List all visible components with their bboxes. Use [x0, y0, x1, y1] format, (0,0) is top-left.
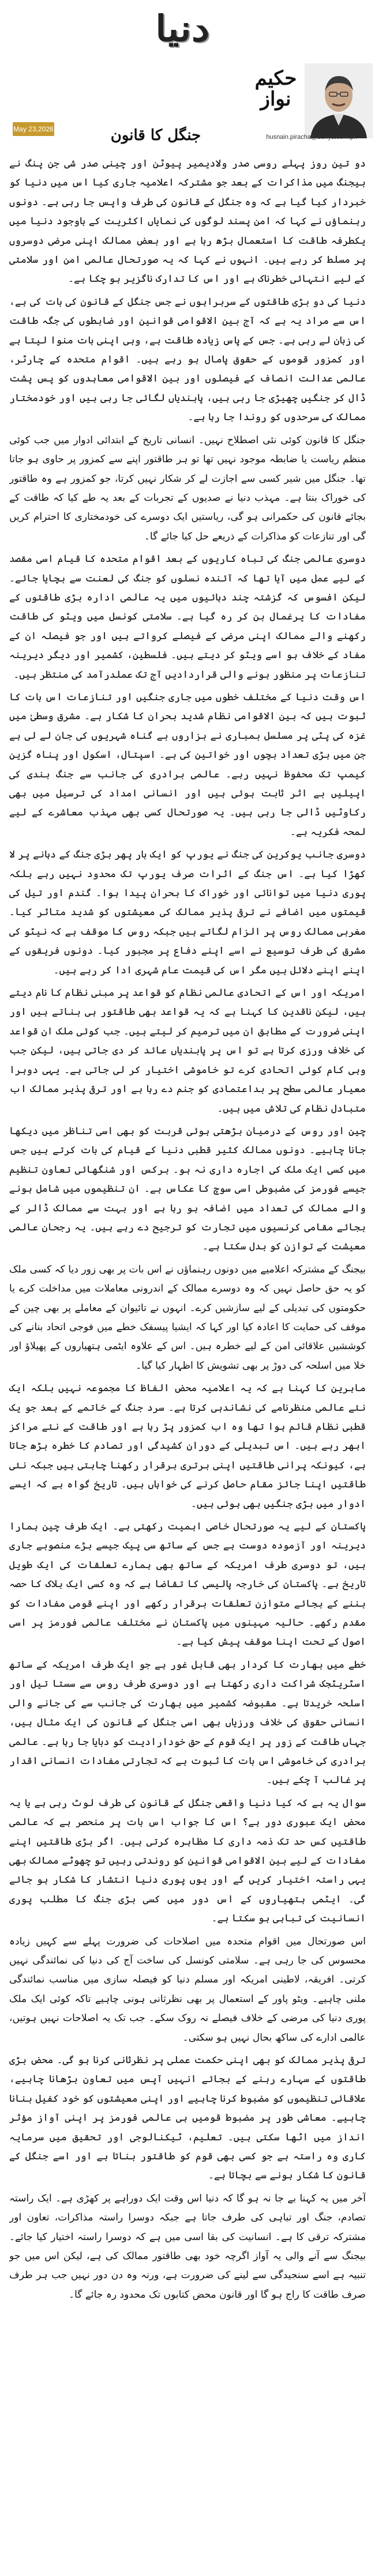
paragraph: امریکہ اور اس کے اتحادی عالمی نظام کو قواعد پر مبنی نظام کا نام دیتے ہیں، لیکن ناقدین کا کہنا ہے کہ یہ قواعد بھی طاقتور ہی بناتے ہیں اور اپنی ضرورت کے مطابق ان میں ترمیم کر لیتے ہیں۔ جب کوئی ملک ان قواعد کی خلاف ورزی کرتا ہے تو اس پر پابندیاں عائد کر دی جاتی ہیں، لیکن جب وہی کام کوئی اتحادی کرے تو خاموشی اختیار کر لی جاتی ہے۔ یہی دوہرا معیار عالمی سطح پر بداعتمادی کو جنم دے رہا ہے اور ترقی پذیر ممالک اب متبادل نظام کی تلاش میں ہیں۔	[9, 987, 366, 1115]
paragraph: ماہرین کا کہنا ہے کہ یہ اعلامیہ محض الفاظ کا مجموعہ نہیں بلکہ ایک نئے عالمی منظرنامے کی نشاندہی کرتا ہے۔ سرد جنگ کے خاتمے کے بعد جو یک قطبی نظام قائم ہوا تھا وہ اب کمزور پڑ رہا ہے اور طاقت کے نئے مراکز ابھر رہے ہیں۔ اس تبدیلی کے دوران کشیدگی اور تصادم کا خطرہ بڑھ جاتا ہے، کیونکہ پرانی طاقتیں اپنی برتری برقرار رکھنا چاہتی ہیں جبکہ نئی طاقتیں اپنا جائز مقام حاصل کرنے کی خواہاں ہیں۔ تاریخ گواہ ہے کہ ایسے ادوار میں بڑی جنگیں بھی ہوئی ہیں۔	[9, 1383, 366, 1510]
paragraph: اس وقت دنیا کے مختلف خطوں میں جاری جنگیں اور تنازعات اس بات کا ثبوت ہیں کہ بین الاقوامی نظام شدید بحران کا شکار ہے۔ مشرق وسطیٰ میں غزہ کی پٹی پر مسلسل بمباری نے ہزاروں بے گناہ شہریوں کی جان لے لی ہے جن میں بڑی تعداد بچوں اور خواتین کی ہے۔ اسپتال، اسکول اور پناہ گزین کیمپ تک محفوظ نہیں رہے۔ عالمی برادری کی جانب سے جنگ بندی کی اپیلیں بے اثر ثابت ہوئی ہیں اور انسانی امداد کی ترسیل میں بھی رکاوٹیں ڈالی جا رہی ہیں۔ یہ صورتحال کسی بھی مہذب معاشرے کے لیے لمحہ فکریہ ہے۔	[9, 691, 366, 838]
paragraph: چین اور روس کے درمیان بڑھتی ہوئی قربت کو بھی اسی تناظر میں دیکھا جانا چاہیے۔ دونوں ممالک کثیر قطبی دنیا کے قیام کی بات کرتے ہیں جس میں کسی ایک ملک کی اجارہ داری نہ ہو۔ برکس اور شنگھائی تعاون تنظیم جیسے فورمز کی مضبوطی اسی سوچ کا عکاس ہے۔ ان تنظیموں میں شامل ہونے والے ممالک کی تعداد میں اضافہ ہو رہا ہے اور بہت سے ممالک ڈالر کے بجائے مقامی کرنسیوں میں تجارت کو ترجیح دے رہے ہیں۔ یہ رجحان عالمی معیشت کے توازن کو بدل سکتا ہے۔	[9, 1125, 366, 1253]
author-name-line1: حکیم	[254, 67, 297, 90]
author-name	[245, 65, 307, 114]
logo-text: دنیا	[155, 7, 210, 50]
masthead	[0, 0, 375, 58]
author-photo	[305, 63, 373, 138]
article-title: جنگل کا قانون	[110, 127, 201, 144]
paragraph: آخر میں یہ کہنا بے جا نہ ہو گا کہ دنیا اس وقت ایک دوراہے پر کھڑی ہے۔ ایک راستہ تصادم، جنگ اور تباہی کی طرف جاتا ہے جبکہ دوسرا راستہ مذاکرات، تعاون اور مشترکہ ترقی کا ہے۔ انسانیت کی بقا اسی میں ہے کہ دوسرا راستہ اختیار کیا جائے۔ بیجنگ سے آنے والی یہ آواز اگرچہ خود بھی طاقتور ممالک کی ہے، لیکن اس میں جو تنبیہ ہے اسے سنجیدگی سے لینے کی ضرورت ہے، ورنہ وہ دن دور نہیں جب ہر طرف صرف طاقت کا راج ہو گا اور قانون محض کتابوں تک محدود رہ جائے گا۔	[9, 2192, 366, 2301]
paragraph: بیجنگ کے مشترکہ اعلامیے میں دونوں رہنماؤں نے اس بات پر بھی زور دیا کہ کسی ملک کو یہ حق حاصل نہیں کہ وہ دوسرے ممالک کے اندرونی معاملات میں مداخلت کرے یا حکومتوں کی تبدیلی کے لیے سازشیں کرے۔ انہوں نے تائیوان کے معاملے پر بھی چین کے موقف کی حمایت کا اعادہ کیا اور کہا کہ ایشیا پیسفک خطے میں فوجی اتحاد بنانے کی کوششیں علاقائی امن کے لیے خطرہ ہیں۔ اس کے علاوہ ایٹمی ہتھیاروں کے پھیلاؤ اور خلا میں اسلحہ کی دوڑ پر بھی تشویش کا اظہار کیا گیا۔	[9, 1263, 366, 1372]
paragraph: دوسری جانب یوکرین کی جنگ نے یورپ کو ایک بار پھر بڑی جنگ کے دہانے پر لا کھڑا کیا ہے۔ اس جنگ کے اثرات صرف یورپ تک محدود نہیں رہے بلکہ پوری دنیا میں توانائی اور خوراک کا بحران پیدا ہوا۔ گندم اور تیل کی قیمتوں میں اضافے نے ترقی پذیر ممالک کی معیشتوں کو شدید متاثر کیا۔ مغربی ممالک روس پر الزام لگاتے ہیں جبکہ روس کا موقف ہے کہ نیٹو کی مشرق کی طرف توسیع نے اسے اپنے دفاع پر مجبور کیا۔ دونوں فریقوں کے اپنے اپنے دلائل ہیں مگر اس کی قیمت عام شہری ادا کر رہے ہیں۔	[9, 849, 366, 976]
paragraph: ترقی پذیر ممالک کو بھی اپنی حکمت عملی پر نظرثانی کرنا ہو گی۔ محض بڑی طاقتوں کے سہارے رہنے کے بجائے انہیں آپس میں تعاون بڑھانا چاہیے، علاقائی تنظیموں کو مضبوط کرنا چاہیے اور اپنی معیشتوں کو خود کفیل بنانا چاہیے۔ معاشی طور پر مضبوط قومیں ہی عالمی فورمز پر اپنی آواز مؤثر انداز میں اٹھا سکتی ہیں۔ تعلیم، ٹیکنالوجی اور تحقیق میں سرمایہ کاری وہ راستہ ہے جو کسی بھی قوم کو طاقتور بناتا ہے اور اسے جنگل کے قانون کا شکار ہونے سے بچاتا ہے۔	[9, 2054, 366, 2182]
paragraph: اس صورتحال میں اقوام متحدہ میں اصلاحات کی ضرورت پہلے سے کہیں زیادہ محسوس کی جا رہی ہے۔ سلامتی کونسل کی ساخت آج کی دنیا کی نمائندگی نہیں کرتی۔ افریقہ، لاطینی امریکہ اور مسلم دنیا کو فیصلہ سازی میں مناسب نمائندگی ملنی چاہیے۔ ویٹو پاور کے استعمال پر بھی نظرثانی ہونی چاہیے تاکہ کوئی ایک ملک پوری دنیا کی مرضی کے خلاف فیصلے نہ روک سکے۔ جب تک یہ اصلاحات نہیں ہوتیں، عالمی ادارے کی ساکھ بحال نہیں ہو سکتی۔	[9, 1935, 366, 2044]
paragraph: دو تین روز پہلے روسی صدر ولادیمیر پیوٹن اور چینی صدر شی جن پنگ نے بیجنگ میں مذاکرات کے بعد جو مشترکہ اعلامیہ جاری کیا اس میں دنیا کو خبردار کیا گیا ہے کہ وہ جنگل کے قانون کی طرف واپس جا رہی ہے۔ دونوں رہنماؤں نے کہا کہ امن پسند لوگوں کی نمایاں اکثریت کے باوجود دنیا میں یکطرفہ طاقت کا استعمال بڑھ رہا ہے اور بعض ممالک اپنی مرضی دوسروں پر مسلط کر رہے ہیں۔ انہوں نے کہا کہ یہ صورتحال عالمی امن اور سلامتی کے لیے انتہائی خطرناک ہے اور اس کا تدارک ناگزیر ہو چکا ہے۔	[9, 158, 366, 285]
paragraph: دوسری عالمی جنگ کی تباہ کاریوں کے بعد اقوام متحدہ کا قیام اسی مقصد کے لیے عمل میں آیا تھا کہ آئندہ نسلوں کو جنگ کی لعنت سے بچایا جائے۔ لیکن افسوس کہ گزشتہ چند دہائیوں میں یہ عالمی ادارہ بڑی طاقتوں کے مفادات کا یرغمال بن کر رہ گیا ہے۔ سلامتی کونسل میں ویٹو کی طاقت رکھنے والے ممالک اپنی مرضی کے فیصلے کرواتے ہیں اور جو فیصلہ ان کے مفاد کے خلاف ہو اسے ویٹو کر دیتے ہیں۔ فلسطین، کشمیر اور دیگر دیرینہ تنازعات پر منظور ہونے والی قراردادیں آج تک عملدرآمد کی منتظر ہیں۔	[9, 553, 366, 681]
author-portrait-icon	[305, 63, 373, 138]
author-name-line2: نواز	[260, 88, 291, 111]
article-body	[9, 154, 366, 2569]
author-email[interactable]: husnain.piracha@dunya.com.pk	[266, 134, 357, 141]
date-badge: May 23,2026	[13, 122, 54, 136]
paragraph: خطے میں بھارت کا کردار بھی قابل غور ہے جو ایک طرف امریکہ کے ساتھ اسٹریٹجک شراکت داری رکھتا ہے اور دوسری طرف روس سے سستا تیل اور اسلحہ خریدتا ہے۔ مقبوضہ کشمیر میں بھارت کی جانب سے کی جانے والی انسانی حقوق کی خلاف ورزیاں بھی اسی جنگل کے قانون کی ایک مثال ہیں، جہاں طاقت کے زور پر ایک قوم کے حق خودارادیت کو دبایا جا رہا ہے۔ عالمی برادری کی خاموشی اس بات کا ثبوت ہے کہ تجارتی مفادات انسانی اقدار پر غالب آ چکے ہیں۔	[9, 1659, 366, 1786]
newspaper-logo	[155, 3, 210, 54]
paragraph: جنگل کا قانون کوئی نئی اصطلاح نہیں۔ انسانی تاریخ کے ابتدائی ادوار میں جب کوئی منظم ریاست یا ضابطہ موجود نہیں تھا تو ہر طاقتور اپنے سے کمزور پر حاوی ہو جاتا تھا۔ جنگل میں شیر کسی سے اجازت لے کر شکار نہیں کرتا، جو کمزور ہے وہ طاقتور کی خوراک بنتا ہے۔ مہذب دنیا نے صدیوں کے تجربات کے بعد یہ طے کیا کہ طاقت کے بجائے قانون کی حکمرانی ہو گی، ریاستیں ایک دوسرے کی خودمختاری کا احترام کریں گی اور تنازعات کو مذاکرات کے ذریعے حل کیا جائے گا۔	[9, 434, 366, 542]
paragraph: سوال یہ ہے کہ کیا دنیا واقعی جنگل کے قانون کی طرف لوٹ رہی ہے یا یہ محض ایک عبوری دور ہے؟ اس کا جواب اس بات پر منحصر ہے کہ عالمی طاقتیں کس حد تک ذمہ داری کا مظاہرہ کرتی ہیں۔ اگر بڑی طاقتیں اپنے مفادات کے لیے بین الاقوامی قوانین کو روندتی رہیں تو چھوٹے ممالک بھی یہی راستہ اختیار کریں گے اور یوں پوری دنیا انتشار کا شکار ہو جائے گی۔ ایٹمی ہتھیاروں کے اس دور میں کسی بڑی جنگ کا مطلب پوری انسانیت کی تباہی ہو سکتا ہے۔	[9, 1797, 366, 1925]
paragraph: دنیا کی دو بڑی طاقتوں کے سربراہوں نے جس جنگل کے قانون کی بات کی ہے، اس سے مراد یہ ہے کہ آج بین الاقوامی قوانین اور ضابطوں کی جگہ طاقت کی زبان لے رہی ہے۔ جس کے پاس زیادہ طاقت ہے، وہی اپنی بات منوا لیتا ہے اور کمزور قوموں کے حقوق پامال ہو رہے ہیں۔ اقوام متحدہ کے چارٹر، عالمی عدالت انصاف کے فیصلوں اور بین الاقوامی معاہدوں کو پس پشت ڈال کر جنگیں چھیڑی جا رہی ہیں، پابندیاں لگائی جا رہی ہیں اور خودمختار ممالک کی سرحدوں کو روندا جا رہا ہے۔	[9, 296, 366, 424]
paragraph: پاکستان کے لیے یہ صورتحال خاصی اہمیت رکھتی ہے۔ ایک طرف چین ہمارا دیرینہ اور آزمودہ دوست ہے جس کے ساتھ سی پیک جیسے بڑے منصوبے جاری ہیں، تو دوسری طرف امریکہ کے ساتھ بھی ہمارے تعلقات کی ایک طویل تاریخ ہے۔ پاکستان کی خارجہ پالیسی کا تقاضا ہے کہ وہ کسی ایک بلاک کا حصہ بننے کے بجائے متوازن تعلقات برقرار رکھے اور اپنے قومی مفادات کو مقدم رکھے۔ حالیہ مہینوں میں پاکستان نے مختلف عالمی فورمز پر اسی اصول کے تحت اپنا موقف پیش کیا ہے۔	[9, 1521, 366, 1648]
